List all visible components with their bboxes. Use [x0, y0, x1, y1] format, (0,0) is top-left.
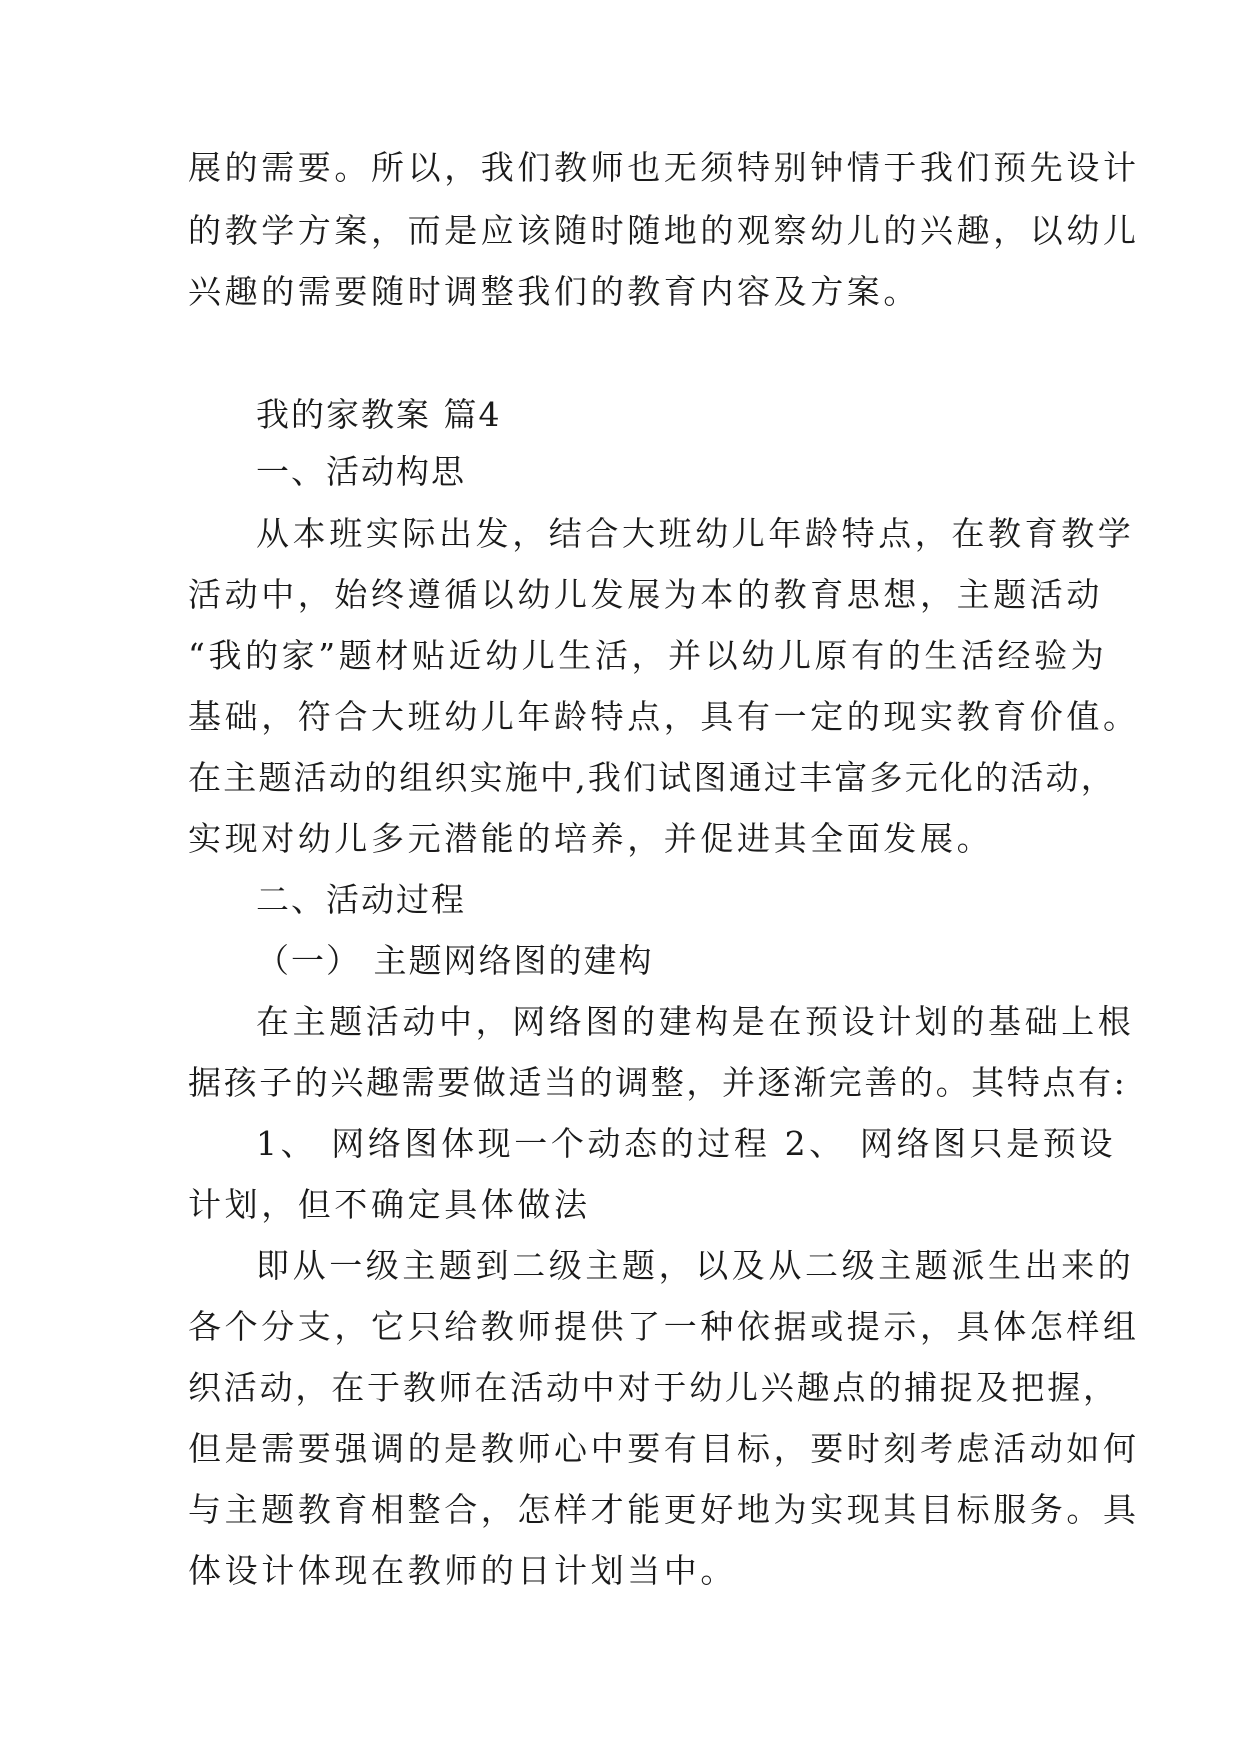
text-line: 计划，但不确定具体做法	[188, 1185, 591, 1224]
section-heading: 一、活动构思	[256, 452, 466, 491]
text-line: 1、 网络图体现一个动态的过程 2、 网络图只是预设	[256, 1124, 1117, 1163]
text-line: 在主题活动中，网络图的建构是在预设计划的基础上根	[256, 1002, 1135, 1041]
text-line: 的教学方案，而是应该随时随地的观察幼儿的兴趣，以幼儿	[188, 211, 1140, 250]
text-line: 织活动，在于教师在活动中对于幼儿兴趣点的捕捉及把握，	[188, 1368, 1119, 1407]
text-line: 各个分支，它只给教师提供了一种依据或提示，具体怎样组	[188, 1307, 1140, 1346]
section-title: 我的家教案 篇4	[256, 395, 502, 434]
text-line: 体设计体现在教师的日计划当中。	[188, 1551, 737, 1590]
text-line: “我的家”题材贴近幼儿生活，并以幼儿原有的生活经验为	[188, 636, 1108, 675]
section-heading: 二、活动过程	[256, 880, 466, 919]
text-line: 但是需要强调的是教师心中要有目标，要时刻考虑活动如何	[188, 1429, 1140, 1468]
text-line: 从本班实际出发，结合大班幼儿年龄特点，在教育教学	[256, 514, 1135, 553]
text-line: 据孩子的兴趣需要做适当的调整，并逐渐完善的。其特点有:	[188, 1063, 1128, 1102]
text-line: 展的需要。所以，我们教师也无须特别钟情于我们预先设计	[188, 148, 1140, 187]
text-line: 活动中，始终遵循以幼儿发展为本的教育思想，主题活动	[188, 575, 1103, 614]
text-line: 实现对幼儿多元潜能的培养，并促进其全面发展。	[188, 819, 994, 858]
text-line: 即从一级主题到二级主题，以及从二级主题派生出来的	[256, 1246, 1135, 1285]
text-line: 基础，符合大班幼儿年龄特点，具有一定的现实教育价值。	[188, 697, 1140, 736]
text-line: 兴趣的需要随时调整我们的教育内容及方案。	[188, 272, 920, 311]
text-line: 与主题教育相整合，怎样才能更好地为实现其目标服务。具	[188, 1490, 1140, 1529]
subsection-heading: （一） 主题网络图的建构	[256, 941, 654, 980]
text-line: 在主题活动的组织实施中,我们试图通过丰富多元化的活动，	[188, 758, 1116, 797]
